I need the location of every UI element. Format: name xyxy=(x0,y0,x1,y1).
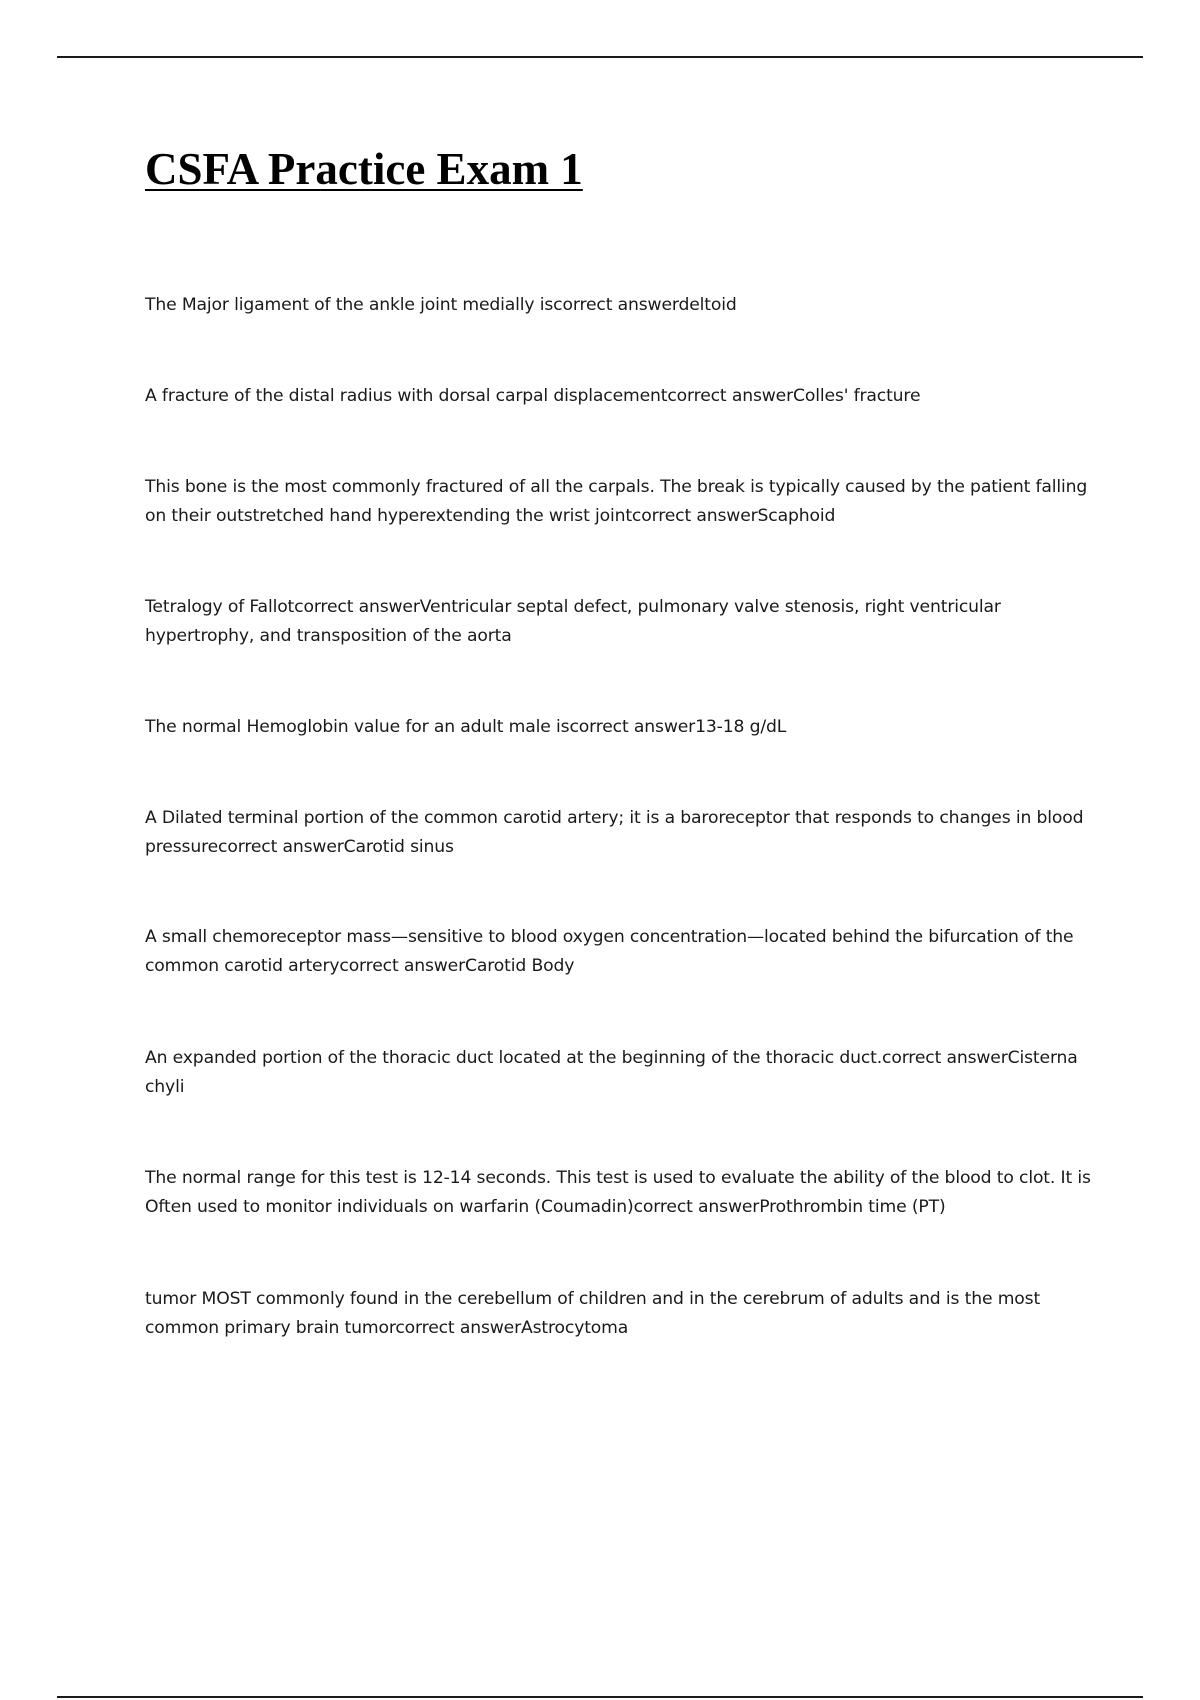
qa-item-2: A fracture of the distal radius with dorsal carpal displacementcorrect answerColles' fracture xyxy=(145,386,921,406)
document-title: CSFA Practice Exam 1 xyxy=(145,144,583,194)
footer-rule xyxy=(57,1696,1143,1698)
qa-item-6: A Dilated terminal portion of the common carotid artery; it is a baroreceptor that responds to changes in blood pressurecorrect answerCarotid sinus xyxy=(145,808,1084,857)
qa-item-1: The Major ligament of the ankle joint medially iscorrect answerdeltoid xyxy=(145,295,737,315)
qa-item-5: The normal Hemoglobin value for an adult male iscorrect answer13-18 g/dL xyxy=(145,717,787,737)
qa-item-8: An expanded portion of the thoracic duct located at the beginning of the thoracic duct.correct answerCisterna chyli xyxy=(145,1048,1078,1097)
header-rule xyxy=(57,56,1143,58)
qa-item-9: The normal range for this test is 12-14 seconds. This test is used to evaluate the ability of the blood to clot. It is Often used to monitor individuals on warfarin (Coumadin)correct answerProthrombin time (PT) xyxy=(145,1168,1091,1217)
qa-item-4: Tetralogy of Fallotcorrect answerVentricular septal defect, pulmonary valve stenosis, right ventricular hypertrophy, and transposition of the aorta xyxy=(145,597,1001,646)
qa-item-3: This bone is the most commonly fractured of all the carpals. The break is typically caused by the patient falling on their outstretched hand hyperextending the wrist jointcorrect answerScaphoid xyxy=(145,477,1088,526)
qa-item-7: A small chemoreceptor mass—sensitive to blood oxygen concentration—located behind the bifurcation of the common carotid arterycorrect answerCarotid Body xyxy=(145,927,1074,976)
qa-item-10: tumor MOST commonly found in the cerebellum of children and in the cerebrum of adults and is the most common primary brain tumorcorrect answerAstrocytoma xyxy=(145,1289,1041,1338)
